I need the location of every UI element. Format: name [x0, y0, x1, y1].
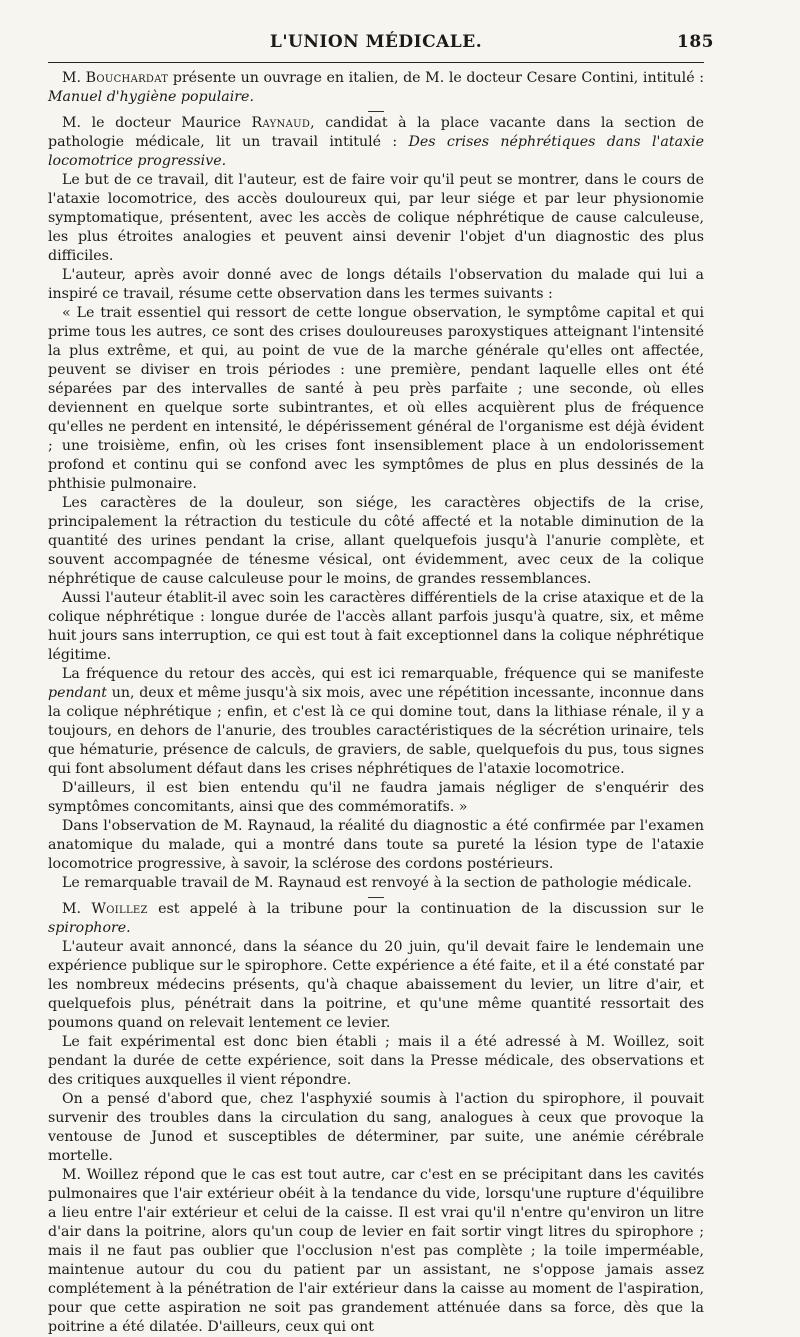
paragraph: Les caractères de la douleur, son siége, les caractères objectifs de la crise, principalement la rétraction du testicule du côté affecté et la notable diminution de la quantité des urines pendant la crise, allant quelquefois jusqu'à l'anurie complète, et souvent accompagnée de ténesme vésical, ont évidemment, avec ceux de la colique néphrétique de cause calculeuse pour le moins, de grandes ressemblances. — [48, 495, 704, 587]
paragraph: Le remarquable travail de M. Raynaud est renvoyé à la section de pathologie médicale. — [62, 875, 692, 891]
work-title: Des crises néphrétiques dans l'ataxie locomotrice progressive. — [48, 134, 704, 169]
section-separator — [368, 897, 384, 898]
paragraph: D'ailleurs, il est bien entendu qu'il ne faudra jamais négliger de s'enquérir des symptômes concomitants, ainsi que des commémoratifs. » — [48, 780, 704, 815]
book-title: Manuel d'hygiène populaire. — [48, 89, 254, 105]
paragraph: Le but de ce travail, dit l'auteur, est de faire voir qu'il peut se montrer, dans le cours de l'ataxie locomotrice, des accès douloureux qui, par leur siége et par leur physionomie symptomatique, présentent, avec les accès de colique néphrétique de cause calculeuse, les plus étroites analogies et peuvent ainsi devenir l'objet d'un diagnostic des plus difficiles. — [48, 172, 704, 264]
paragraph-frequence: La fréquence du retour des accès, qui est ici remarquable, fréquence qui se manifeste pendant un, deux et même jusqu'à six mois, avec une répétition incessante, inconnue dans la colique néphrétique ; enfin, et c'est là ce qui domine tout, dans la lithiase rénale, il y a toujours, en dehors de l'anurie, des troubles caractéristiques de la sécrétion urinaire, tels que hématurie, présence de calculs, de graviers, de sable, quelquefois du pus, tous signes qui font absolument défaut dans les crises néphrétiques de l'ataxie locomotrice. — [48, 666, 704, 777]
paragraph: On a pensé d'abord que, chez l'asphyxié soumis à l'action du spirophore, il pouvait survenir des troubles dans la circulation du sang, analogues à ceux que provoque la ventouse de Junod et susceptibles de déterminer, par suite, une anémie cérébrale mortelle. — [48, 1091, 704, 1164]
running-title: L'UNION MÉDICALE. — [269, 32, 483, 52]
italic-word: pendant — [48, 685, 107, 701]
paragraph-raynaud: M. le docteur Maurice Raynaud, candidat à la place vacante dans la section de pathologie médicale, lit un travail intitulé : Des crises néphrétiques dans l'ataxie locomotrice progressive. — [48, 115, 704, 169]
paragraph: Dans l'observation de M. Raynaud, la réalité du diagnostic a été confirmée par l'examen anatomique du malade, qui a montré dans toute sa pureté la lésion type de l'ataxie locomotrice progressive, à savoir, la sclérose des cordons postérieurs. — [48, 818, 704, 872]
paragraph: M. Woillez répond que le cas est tout autre, car c'est en se précipitant dans les cavités pulmonaires que l'air extérieur obéit à la tendance du vide, lorsqu'une rupture d'équilibre a lieu entre l'air extérieur et celui de la caisse. Il est vrai qu'il n'entre qu'environ un litre d'air dans la poitrine, alors qu'un coup de levier en fait sortir vingt litres du spirophore ; mais il ne faut pas oublier que l'occlusion n'est pas complète ; la toile imperméable, maintenue autour du cou du patient par un assistant, ne s'oppose jamais assez complétement à la pénétration de l'air extérieur dans la caisse au moment de l'aspiration, pour que cette aspiration ne soit pas grandement atténuée dans sa force, dès que la poitrine a été dilatée. D'ailleurs, ceux qui ont — [48, 1167, 704, 1335]
paragraph: L'auteur avait annoncé, dans la séance du 20 juin, qu'il devait faire le lendemain une expérience publique sur le spirophore. Cette expérience a été faite, et il a été constaté par les nombreux médecins présents, qu'à chaque abaissement du levier, un litre d'air, et quelquefois plus, pénétrait dans la poitrine, et qu'une même quantité ressortait des poumons quand on relevait lentement ce levier. — [48, 939, 704, 1031]
author-name: Woillez — [91, 901, 148, 917]
article-body — [48, 69, 704, 1337]
paragraph: L'auteur, après avoir donné avec de longs détails l'observation du malade qui lui a inspiré ce travail, résume cette observation dans les termes suivants : — [48, 267, 704, 302]
running-header — [48, 30, 714, 56]
italic-word: spirophore. — [48, 920, 131, 936]
author-name: Raynaud — [251, 115, 311, 131]
author-name: Bouchardat — [85, 70, 169, 86]
page-number: 185 — [677, 32, 714, 52]
paragraph-woillez: M. Woillez est appelé à la tribune pour la continuation de la discussion sur le spirophore. — [48, 901, 705, 936]
paragraph-bouchardat: M. Bouchardat présente un ouvrage en italien, de M. le docteur Cesare Contini, intitulé : Manuel d'hygiène populaire. — [48, 70, 705, 105]
header-rule — [48, 62, 704, 63]
paragraph: Le fait expérimental est donc bien établi ; mais il a été adressé à M. Woillez, soit pendant la durée de cette expérience, soit dans la Presse médicale, des observations et des critiques auxquelles il vient répondre. — [48, 1034, 704, 1088]
paragraph: « Le trait essentiel qui ressort de cette longue observation, le symptôme capital et qui prime tous les autres, ce sont des crises douloureuses paroxystiques atteignant l'intensité la plus extrême, et qui, au point de vue de la marche générale qu'elles ont affectée, peuvent se diviser en trois périodes : une première, pendant laquelle elles ont été séparées par des intervalles de santé à peu près parfaite ; une seconde, où elles deviennent en quelque sorte subintrantes, et où elles acquièrent plus de fréquence qu'elles ne perdent en intensité, le dépérissement général de l'organisme est déjà évident ; une troisième, enfin, où les crises font insensiblement place à un endolorissement profond et continu qui se confond avec les symptômes de plus en plus dessinés de la phthisie pulmonaire. — [48, 305, 704, 492]
section-separator — [368, 111, 384, 112]
paragraph: Aussi l'auteur établit-il avec soin les caractères différentiels de la crise ataxique et de la colique néphrétique : longue durée de l'accès allant parfois jusqu'à quatre, six, et même huit jours sans interruption, ce qui est tout à fait exceptionnel dans la colique néphrétique légitime. — [48, 590, 704, 663]
